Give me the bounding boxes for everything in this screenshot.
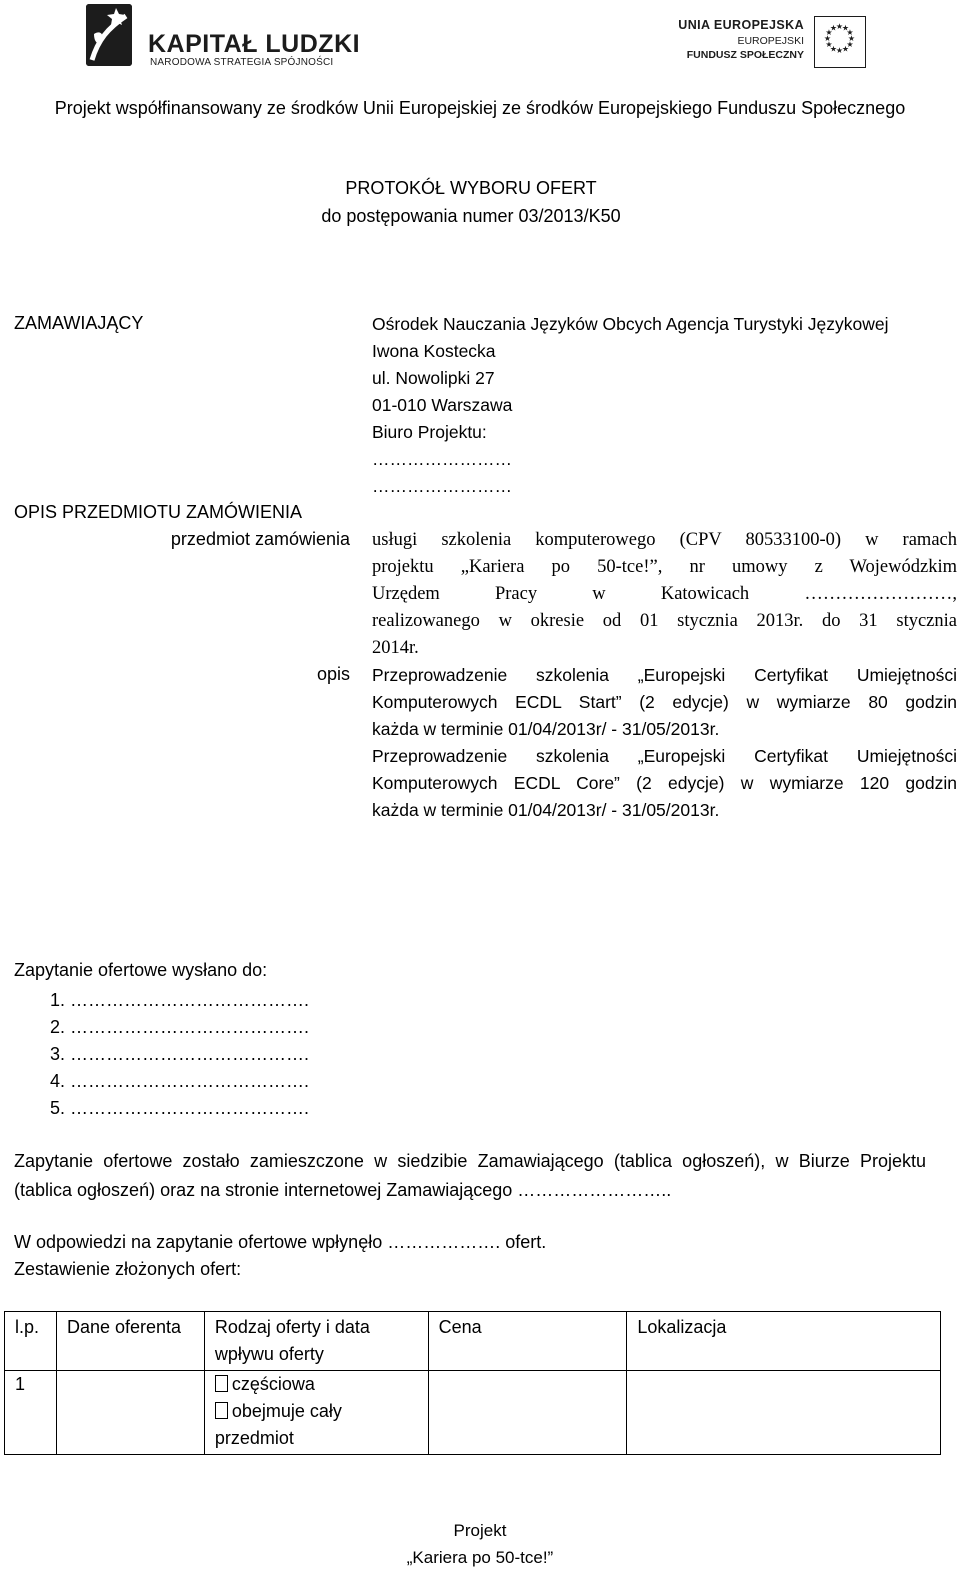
placement-paragraph: Zapytanie ofertowe zostało zamieszczone w siedzibie Zamawiającego (tablica ogłoszeń), w Biurze Projektu (tablica ogłoszeń) oraz na stronie internetowej Zamawiającego …………………….. bbox=[14, 1151, 926, 1200]
option-caly-label: obejmuje cały przedmiot bbox=[214, 1401, 342, 1448]
column-header-dane: Dane oferenta bbox=[56, 1312, 204, 1371]
przedmiot-line: Urzędem Pracy w Katowicach ……………………, bbox=[372, 584, 957, 604]
footer-line2: „Kariera po 50-tce!” bbox=[406, 1548, 554, 1567]
zamawiajacy-line: ul. Nowolipki 27 bbox=[372, 368, 495, 388]
summary-heading: Zestawienie złożonych ofert: bbox=[14, 1259, 242, 1279]
zamawiajacy-line: 01-010 Warszawa bbox=[372, 395, 513, 415]
eu-logo-line3: FUNDUSZ SPOŁECZNY bbox=[686, 49, 804, 61]
recipients-list bbox=[50, 987, 309, 1122]
zamawiajacy-label: ZAMAWIAJĄCY bbox=[14, 313, 144, 333]
offers-table bbox=[4, 1311, 941, 1455]
footer bbox=[380, 1517, 580, 1571]
checkbox-icon[interactable] bbox=[215, 1375, 228, 1392]
column-header-lp: l.p. bbox=[5, 1312, 57, 1371]
zamawiajacy-line: Iwona Kostecka bbox=[372, 341, 496, 361]
svg-text:★: ★ bbox=[847, 34, 856, 43]
opis-line: Komputerowych ECDL Start” (2 edycje) w wymiarze 80 godzin bbox=[372, 692, 957, 712]
kapital-ludzki-title: KAPITAŁ LUDZKI bbox=[148, 30, 361, 58]
opis-line: każda w terminie 01/04/2013r/ - 31/05/2013r. bbox=[372, 800, 720, 820]
cell-lokalizacja bbox=[627, 1371, 941, 1455]
footer-line1: Projekt bbox=[453, 1521, 507, 1540]
kapital-ludzki-logo bbox=[86, 4, 361, 70]
eu-logo-line2: EUROPEJSKI bbox=[737, 35, 804, 47]
eu-logo-text bbox=[678, 18, 804, 61]
zamawiajacy-line: …………………… bbox=[372, 476, 512, 496]
svg-text:★: ★ bbox=[835, 22, 844, 31]
svg-text:★: ★ bbox=[846, 28, 854, 37]
svg-text:★: ★ bbox=[841, 44, 850, 54]
eu-logo-line1: UNIA EUROPEJSKA bbox=[678, 18, 804, 32]
przedmiot-line: projektu „Kariera po 50-tce!”, nr umowy z Wojewódzkim bbox=[372, 557, 957, 577]
cell-lp: 1 bbox=[5, 1371, 57, 1455]
recipient-item: 4. …………………………………. bbox=[50, 1071, 310, 1091]
column-header-cena: Cena bbox=[428, 1312, 627, 1371]
kapital-ludzki-subtitle: NARODOWA STRATEGIA SPÓJNOŚCI bbox=[150, 57, 334, 68]
przedmiot-line: realizowanego w okresie od 01 stycznia 2013r. do 31 stycznia bbox=[372, 611, 957, 631]
option-caly[interactable] bbox=[215, 1398, 418, 1452]
opis-line: Przeprowadzenie szkolenia „Europejski Certyfikat Umiejętności bbox=[372, 665, 957, 685]
eu-logo bbox=[652, 16, 866, 72]
procedure-number: do postępowania numer 03/2013/K50 bbox=[321, 206, 621, 226]
svg-text:★: ★ bbox=[829, 44, 838, 54]
opis-label: opis bbox=[316, 664, 350, 684]
option-czesciowa[interactable] bbox=[215, 1371, 418, 1398]
cell-rodzaj bbox=[204, 1371, 428, 1455]
recipient-item: 5. …………………………………. bbox=[50, 1098, 310, 1118]
document-title: PROTOKÓŁ WYBORU OFERT bbox=[345, 178, 597, 198]
column-header-rodzaj: Rodzaj oferty i data wpływu oferty bbox=[204, 1312, 428, 1371]
recipient-item: 3. …………………………………. bbox=[50, 1044, 310, 1064]
zamawiajacy-line: Biuro Projektu: bbox=[372, 422, 487, 442]
zapytanie-heading: Zapytanie ofertowe wysłano do: bbox=[14, 960, 268, 980]
zamawiajacy-line: Ośrodek Nauczania Języków Obcych Agencja Turystyki Językowej bbox=[372, 314, 889, 334]
recipient-item: 1. …………………………………. bbox=[50, 990, 310, 1010]
cofinancing-note: Projekt współfinansowany ze środków Unii Europejskiej ze środków Europejskiego Funduszu Społecznego bbox=[54, 98, 906, 118]
svg-text:★: ★ bbox=[823, 34, 832, 43]
przedmiot-line: 2014r. bbox=[372, 638, 419, 658]
recipient-item: 2. …………………………………. bbox=[50, 1017, 310, 1037]
kapital-ludzki-emblem-icon bbox=[86, 4, 132, 66]
table-header-row bbox=[5, 1312, 941, 1371]
opis-line: Przeprowadzenie szkolenia „Europejski Certyfikat Umiejętności bbox=[372, 746, 957, 766]
opis-przedmiotu-label: OPIS PRZEDMIOTU ZAMÓWIENIA bbox=[14, 502, 303, 522]
svg-text:★: ★ bbox=[841, 23, 850, 33]
svg-text:★: ★ bbox=[846, 40, 854, 49]
cell-cena bbox=[428, 1371, 627, 1455]
opis-line: Komputerowych ECDL Core” (2 edycje) w wymiarze 120 godzin bbox=[372, 773, 957, 793]
svg-text:★: ★ bbox=[825, 40, 833, 49]
opis-text bbox=[372, 662, 957, 824]
responses-line: W odpowiedzi na zapytanie ofertowe wpłynęło ………………. ofert. bbox=[14, 1232, 547, 1252]
zamawiajacy-details bbox=[372, 311, 957, 500]
opis-line: każda w terminie 01/04/2013r/ - 31/05/2013r. bbox=[372, 719, 720, 739]
svg-text:★: ★ bbox=[835, 46, 844, 55]
przedmiot-zamowienia-text bbox=[372, 527, 957, 662]
option-czesciowa-label: częściowa bbox=[231, 1374, 315, 1394]
eu-flag-icon bbox=[814, 16, 866, 68]
zamawiajacy-line: …………………… bbox=[372, 449, 512, 469]
table-row bbox=[5, 1371, 941, 1455]
cell-dane bbox=[56, 1371, 204, 1455]
przedmiot-zamowienia-label: przedmiot zamówienia bbox=[170, 529, 350, 549]
svg-text:★: ★ bbox=[829, 23, 838, 33]
column-header-lokalizacja: Lokalizacja bbox=[627, 1312, 941, 1371]
svg-text:★: ★ bbox=[825, 28, 833, 37]
checkbox-icon[interactable] bbox=[215, 1402, 228, 1419]
przedmiot-line: usługi szkolenia komputerowego (CPV 80533100-0) w ramach bbox=[372, 530, 957, 550]
